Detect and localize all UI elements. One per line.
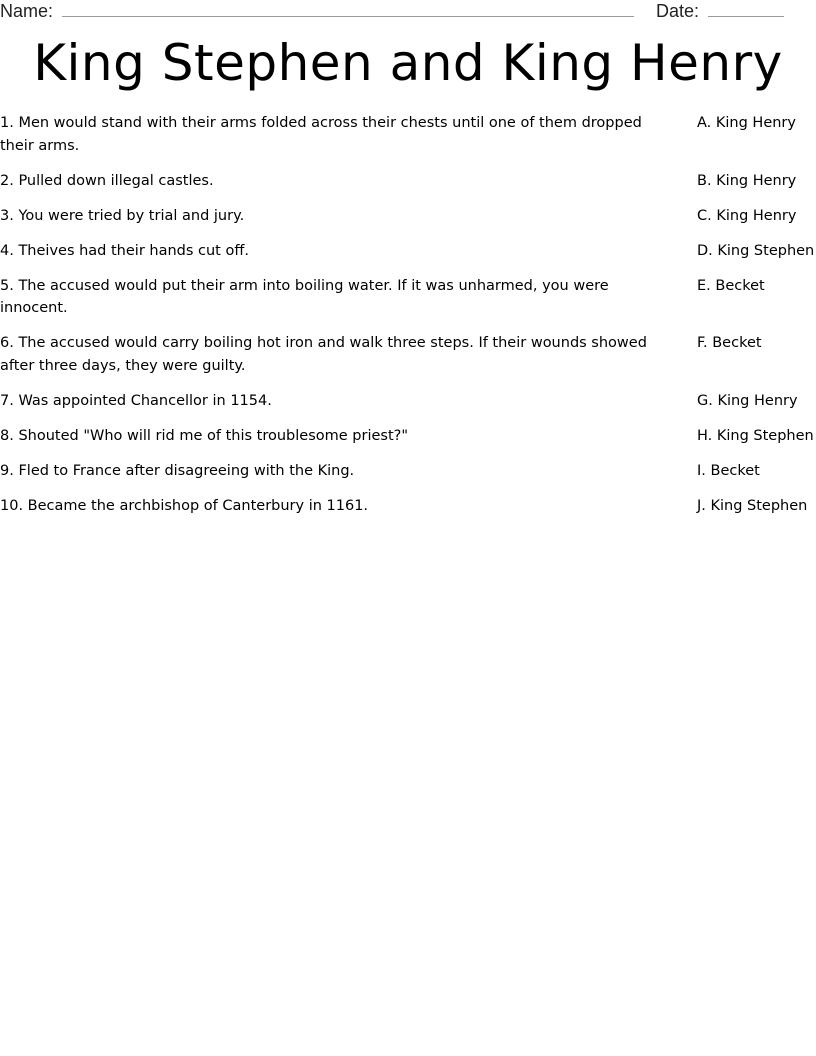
- question-text: 10. Became the archbishop of Canterbury in 1161.: [0, 497, 369, 514]
- answer-option: E. Becket: [697, 277, 765, 294]
- question-row: [0, 332, 816, 377]
- question-row: [0, 240, 816, 263]
- question-row: [0, 205, 816, 228]
- answer-option: F. Becket: [697, 335, 762, 351]
- question-row: [0, 390, 816, 413]
- worksheet-header: [0, 0, 816, 24]
- answer-option: D. King Stephen: [697, 242, 815, 259]
- question-text: 7. Was appointed Chancellor in 1154.: [0, 392, 272, 409]
- question-text: 2. Pulled down illegal castles.: [0, 172, 214, 189]
- question-row: [0, 170, 816, 193]
- answer-option: A. King Henry: [697, 115, 796, 131]
- answer-option: C. King Henry: [697, 207, 797, 224]
- question-row: [0, 112, 816, 157]
- answer-option: I. Becket: [697, 462, 760, 479]
- question-row: [0, 425, 816, 448]
- question-list: [0, 112, 816, 530]
- name-label: Name:: [0, 1, 54, 21]
- name-blank-line: [62, 16, 634, 17]
- question-row: [0, 495, 816, 518]
- answer-option: J. King Stephen: [697, 497, 808, 514]
- answer-option: G. King Henry: [697, 392, 798, 409]
- answer-option: B. King Henry: [697, 172, 797, 189]
- question-row: [0, 460, 816, 483]
- date-blank-line: [708, 16, 784, 17]
- question-text: 5. The accused would put their arm into boiling water. If it was unharmed, you were innocent.: [0, 277, 609, 316]
- question-text: 1. Men would stand with their arms folded across their chests until one of them dropped their arms.: [0, 115, 642, 154]
- question-text: 3. You were tried by trial and jury.: [0, 207, 245, 224]
- question-text: 9. Fled to France after disagreeing with the King.: [0, 462, 355, 479]
- question-text: 8. Shouted "Who will rid me of this troublesome priest?": [0, 427, 409, 444]
- date-label: Date:: [656, 1, 700, 21]
- page-title: King Stephen and King Henry: [33, 34, 783, 92]
- question-text: 6. The accused would carry boiling hot iron and walk three steps. If their wounds showed after three days, they were guilty.: [0, 335, 647, 374]
- question-text: 4. Theives had their hands cut off.: [0, 242, 249, 259]
- question-row: [0, 275, 816, 320]
- answer-option: H. King Stephen: [697, 427, 814, 444]
